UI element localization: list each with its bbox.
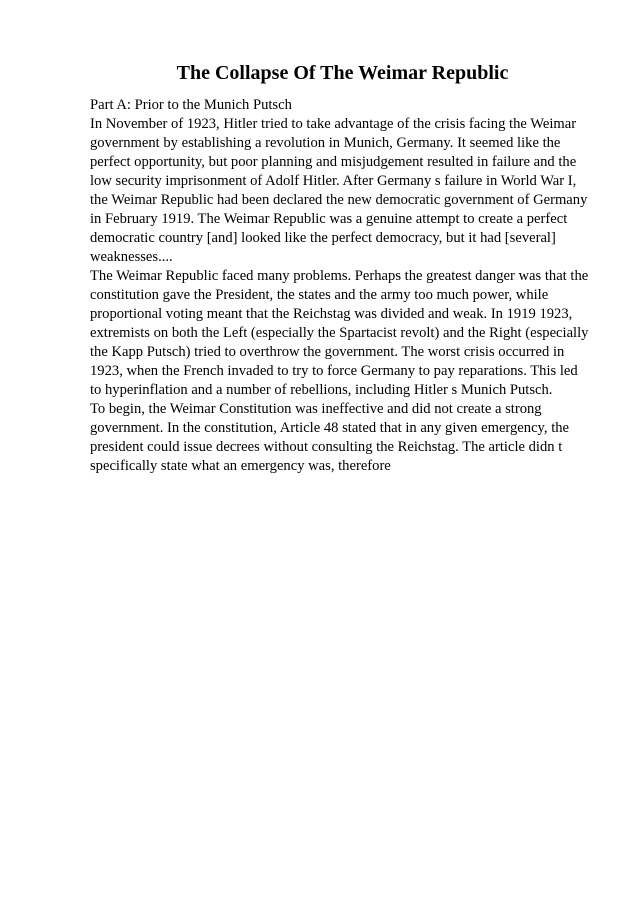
text-line: 1923, when the French invaded to try to force Germany to pay reparations. This led [90, 363, 578, 379]
text-line: To begin, the Weimar Constitution was ineffective and did not create a strong [90, 401, 542, 417]
text-line: the Kapp Putsch) tried to overthrow the government. The worst crisis occurred in [90, 344, 565, 360]
document-title: The Collapse Of The Weimar Republic [176, 62, 509, 84]
text-line: government by establishing a revolution in Munich, Germany. It seemed like the [90, 135, 561, 151]
text-line: constitution gave the President, the states and the army too much power, while [90, 287, 549, 303]
text-line: proportional voting meant that the Reichstag was divided and weak. In 1919 1923, [90, 306, 573, 322]
section-heading: Part A: Prior to the Munich Putsch [90, 97, 292, 113]
text-line: to hyperinflation and a number of rebellions, including Hitler s Munich Putsch. [90, 382, 553, 398]
text-line: specifically state what an emergency was, therefore [90, 458, 391, 474]
text-line: the Weimar Republic had been declared the new democratic government of Germany [90, 192, 588, 208]
text-line: president could issue decrees without consulting the Reichstag. The article didn t [90, 439, 563, 455]
text-line: government. In the constitution, Article 48 stated that in any given emergency, the [90, 420, 570, 436]
text-line: weaknesses.... [90, 249, 173, 265]
text-line: extremists on both the Left (especially the Spartacist revolt) and the Right (especially [90, 325, 589, 341]
text-line: In November of 1923, Hitler tried to take advantage of the crisis facing the Weimar [90, 116, 577, 132]
text-line: perfect opportunity, but poor planning and misjudgement resulted in failure and the [90, 154, 577, 170]
document-body [90, 96, 600, 476]
text-line: low security imprisonment of Adolf Hitler. After Germany s failure in World War I, [90, 173, 577, 189]
text-line: The Weimar Republic faced many problems. Perhaps the greatest danger was that the [90, 268, 589, 284]
text-line: in February 1919. The Weimar Republic was a genuine attempt to create a perfect [90, 211, 568, 227]
text-line: democratic country [and] looked like the perfect democracy, but it had [several] [90, 230, 556, 246]
